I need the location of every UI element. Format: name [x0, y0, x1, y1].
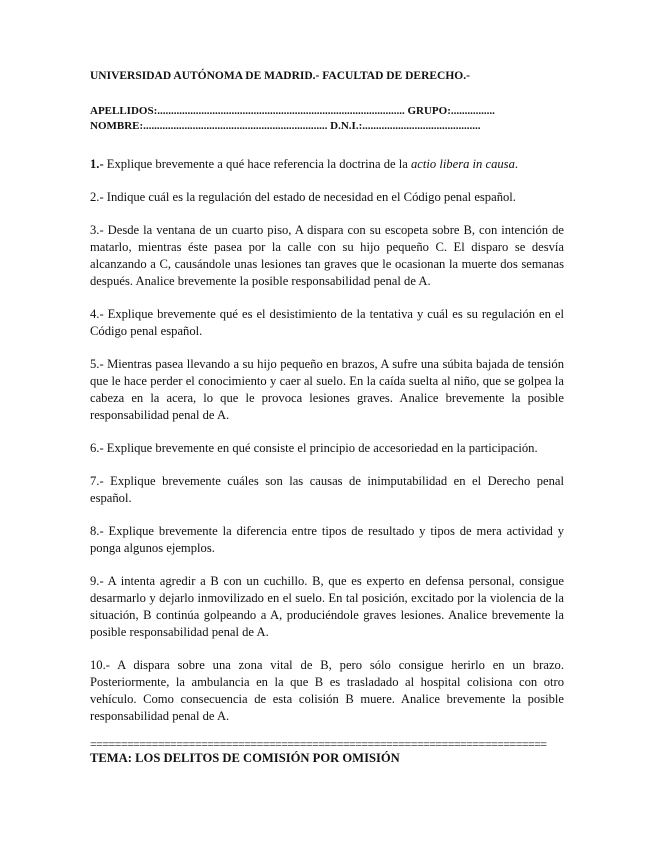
- question-number: 9.-: [90, 574, 104, 588]
- apellidos-grupo-line: APELLIDOS:.......................................................................................... GRUPO:................: [90, 105, 495, 117]
- question-6: [90, 440, 564, 457]
- question-5: [90, 356, 564, 424]
- question-2: [90, 189, 564, 206]
- question-8: [90, 523, 564, 557]
- university-title: UNIVERSIDAD AUTÓNOMA DE MADRID.- FACULTAD DE DERECHO.-: [90, 70, 470, 82]
- question-7: [90, 473, 564, 507]
- separator-line: ==========================================================================: [90, 739, 547, 749]
- question-text: Indique cuál es la regulación del estado de necesidad en el Código penal español.: [103, 190, 516, 204]
- question-4: [90, 306, 564, 340]
- theme-title: TEMA: LOS DELITOS DE COMISIÓN POR OMISIÓN: [90, 751, 400, 765]
- question-text: A dispara sobre una zona vital de B, pero sólo consigue herirlo en un brazo. Posteriormente, la ambulancia en la que B es trasladado al hospital colisiona con otro vehículo. Como consecuencia de esta colisión B muere. Analice brevemente la posible responsabilidad penal de A.: [90, 658, 564, 723]
- question-text: Explique brevemente a qué hace referencia la doctrina de la: [103, 157, 411, 171]
- nombre-dni-line: NOMBRE:................................................................... D.N.I.:...........................................: [90, 120, 481, 132]
- question-text-italic: actio libera in causa: [410, 157, 515, 171]
- question-number: 4.-: [90, 307, 104, 321]
- question-number: 5.-: [90, 357, 104, 371]
- question-number: 2.-: [90, 190, 104, 204]
- question-9: [90, 573, 564, 641]
- question-number: 6.-: [90, 441, 104, 455]
- question-number: 7.-: [90, 474, 104, 488]
- question-text-end: .: [514, 157, 519, 171]
- question-text: Explique brevemente qué es el desistimiento de la tentativa y cuál es su regulación en el Código penal español.: [90, 307, 564, 338]
- question-text: Explique brevemente la diferencia entre tipos de resultado y tipos de mera actividad y ponga algunos ejemplos.: [90, 524, 564, 555]
- question-3: [90, 222, 564, 290]
- question-text: Explique brevemente en qué consiste el principio de accesoriedad en la participación.: [103, 441, 538, 455]
- question-number: 3.-: [90, 223, 104, 237]
- question-10: [90, 657, 564, 725]
- question-1: [90, 156, 564, 173]
- question-number: 10.-: [90, 658, 110, 672]
- question-text: A intenta agredir a B con un cuchillo. B, que es experto en defensa personal, consigue desarmarlo y dejarlo inmovilizado en el suelo. En tal posición, excitado por la violencia de la situación, B continúa golpeando a A, produciéndole graves lesiones. Analice brevemente la posible responsabilidad penal de A.: [90, 574, 564, 639]
- question-text: Explique brevemente cuáles son las causas de inimputabilidad en el Derecho penal español.: [90, 474, 564, 505]
- question-text: Mientras pasea llevando a su hijo pequeño en brazos, A sufre una súbita bajada de tensión que le hace perder el conocimiento y caer al suelo. En la caída suelta al niño, que se golpea la cabeza en la acera, lo que le provoca lesiones graves. Analice brevemente la posible responsabilidad penal de A.: [90, 357, 564, 422]
- question-number: 1.-: [90, 157, 104, 171]
- question-text: Desde la ventana de un cuarto piso, A dispara con su escopeta sobre B, con intención de matarlo, mientras éste pasea por la calle con su hijo pequeño C. El disparo se desvía alcanzando a C, causándole unas lesiones tan graves que le ocasionan la muerte dos semanas después. Analice brevemente la posible responsabilidad penal de A.: [90, 223, 564, 288]
- exam-page: [90, 70, 564, 766]
- question-number: 8.-: [90, 524, 104, 538]
